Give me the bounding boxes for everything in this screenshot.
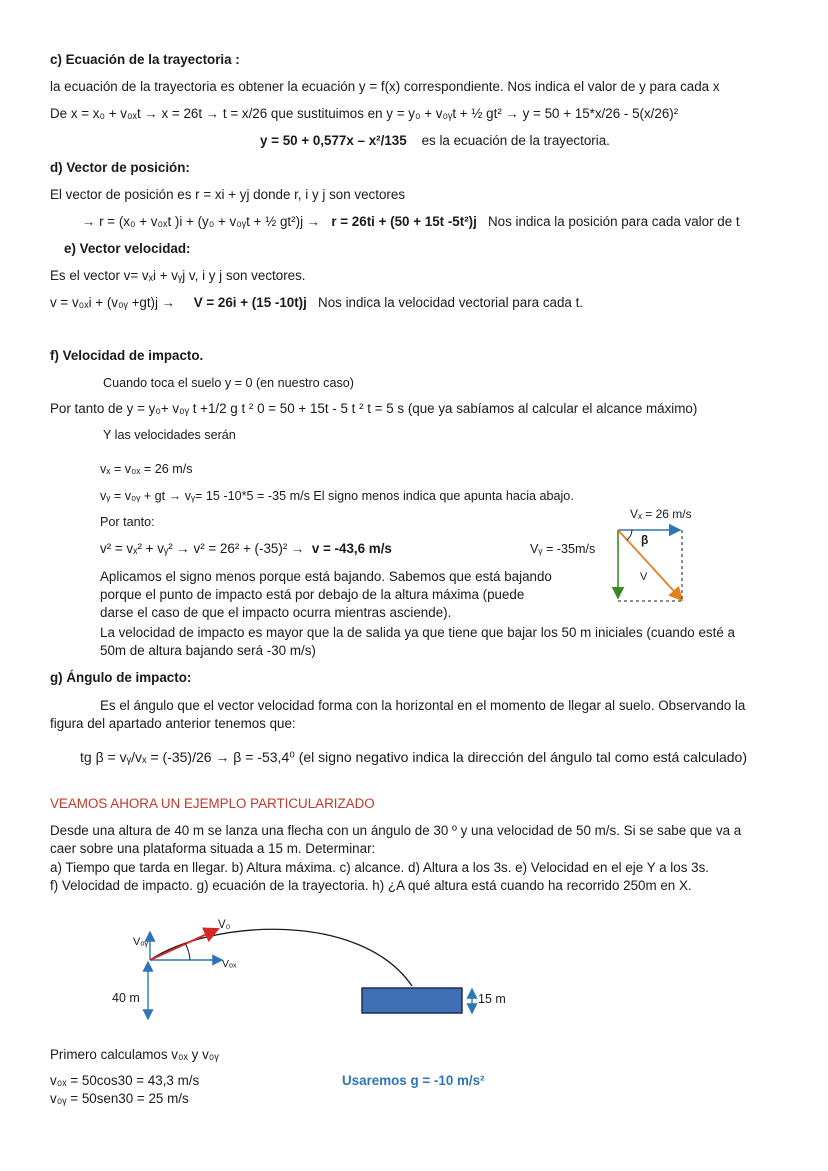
impact-speed-derivation: v² = vₓ² + vᵧ² → v² = 26² + (-35)² → (100, 541, 305, 556)
calc-intro: Primero calculamos v₀ₓ y v₀ᵧ (50, 1047, 219, 1062)
vy-value: vᵧ = v₀ᵧ + gt → vᵧ= 15 -10*5 = -35 m/s El signo menos indica que apunta hacia abajo. (100, 489, 574, 503)
beta-label: β (641, 533, 649, 547)
section-d-line1: El vector de posición es r = xi + yj donde r, i y j son vectores (50, 187, 406, 202)
vx-value: vₓ = v₀ₓ = 26 m/s (100, 462, 193, 476)
example-p3: a) Tiempo que tarda en llegar. b) Altura máxima. c) alcance. d) Altura a los 3s. e) Velocidad en el eje Y a los 3s. (50, 860, 709, 875)
section-f-p5: 50m de altura bajando será -30 m/s) (100, 643, 316, 658)
example-p2: caer sobre una plataforma situada a 15 m. Determinar: (50, 841, 376, 856)
velocity-vector-result: V = 26i + (15 -10t)j (193, 295, 307, 310)
position-vector-row (82, 214, 740, 230)
trajectory-equation-row (260, 133, 610, 149)
section-e-heading: e) Vector velocidad: (64, 241, 191, 256)
example-p4: f) Velocidad de impacto. g) ecuación de la trayectoria. h) ¿A qué altura está cuando ha recorrido 250m en X. (50, 878, 692, 893)
trajectory-equation: y = 50 + 0,577x – x²/135 (260, 133, 407, 148)
velocity-vector-row (50, 295, 583, 311)
v-arrow (618, 530, 682, 600)
section-f-line1: Cuando toca el suelo y = 0 (en nuestro caso) (103, 376, 354, 390)
launch-angle-arc (185, 943, 190, 960)
beta-arc (627, 530, 632, 540)
impact-angle-equation: tg β = vᵧ/vₓ = (-35)/26 → β = -53,4⁰ (el signo negativo indica la dirección del ángulo tal como está calculado) (80, 749, 747, 765)
section-g-p1: Es el ángulo que el vector velocidad forma con la horizontal en el momento de llegar al suelo. Observando la (100, 698, 746, 713)
section-g-heading: g) Ángulo de impacto: (50, 670, 192, 685)
section-f-line3: Y las velocidades serán (103, 428, 236, 442)
voy-calc: v₀ᵧ = 50sen30 = 25 m/s (50, 1091, 189, 1106)
gravity-note: Usaremos g = -10 m/s² (342, 1073, 485, 1088)
vy-fig-label: Vᵧ = -35m/s (530, 542, 596, 556)
voy-label: Vₒᵧ (133, 936, 149, 948)
vox-calc: v₀ₓ = 50cos30 = 43,3 m/s (50, 1073, 200, 1088)
example-p1: Desde una altura de 40 m se lanza una flecha con un ángulo de 30 º y una velocidad de 50 m/s. Si se sabe que va a (50, 823, 742, 838)
vx-label: Vₓ = 26 m/s (630, 507, 692, 521)
section-e-line1: Es el vector v= vₓi + vᵧj v, i y j son vectores. (50, 268, 306, 283)
impact-speed-result: v = -43,6 m/s (311, 541, 392, 556)
trajectory-equation-note: es la ecuación de la trayectoria. (421, 133, 610, 148)
section-f-heading: f) Velocidad de impacto. (50, 348, 204, 363)
section-c-line1: la ecuación de la trayectoria es obtener la ecuación y = f(x) correspondiente. Nos indica el valor de y para cada x (50, 79, 720, 94)
section-f-p1: Aplicamos el signo menos porque está bajando. Sabemos que está bajando (100, 569, 552, 584)
velocity-vector-derivation: v = v₀ₓi + (v₀ᵧ +gt)j → (50, 295, 176, 310)
section-c-heading: c) Ecuación de la trayectoria : (50, 52, 240, 67)
position-vector-derivation: → r = (x₀ + v₀ₓt )i + (y₀ + v₀ᵧt + ½ gt²)j → (82, 214, 321, 229)
projectile-example-diagram (100, 912, 530, 1027)
section-c-line2: De x = x₀ + v₀ₓt → x = 26t → t = x/26 que sustituimos en y = y₀ + v₀ᵧt + ½ gt² → y = 50 + 15*x/26 - 5(x/26)² (50, 106, 679, 121)
example-heading: VEAMOS AHORA UN EJEMPLO PARTICULARIZADO (50, 796, 375, 811)
velocity-vector-note: Nos indica la velocidad vectorial para cada t. (318, 295, 584, 310)
platform (362, 988, 462, 1013)
impact-speed-row (100, 541, 392, 557)
v-label: V (640, 571, 648, 583)
v0-label: V₀ (218, 919, 231, 931)
vox-label: Vₒₓ (222, 958, 237, 970)
position-vector-result: r = 26ti + (50 + 15t -5t²)j (331, 214, 477, 229)
section-f-p2: porque el punto de impacto está por debajo de la altura máxima (puede (100, 587, 525, 602)
por-tanto-label: Por tanto: (100, 515, 155, 529)
section-f-line2: Por tanto de y = y₀+ v₀ᵧ t +1/2 g t ² 0 = 50 + 15t - 5 t ² t = 5 s (que ya sabíamos al calcular el alcance máximo) (50, 401, 698, 416)
section-d-heading: d) Vector de posición: (50, 160, 190, 175)
height-15m-label: 15 m (478, 992, 506, 1006)
height-40m-label: 40 m (112, 991, 140, 1005)
section-f-p4: La velocidad de impacto es mayor que la de salida ya que tiene que bajar los 50 m iniciales (cuando esté a (100, 625, 735, 640)
position-vector-note: Nos indica la posición para cada valor de t (488, 214, 740, 229)
v0-arrow (150, 929, 218, 960)
section-f-p3: darse el caso de que el impacto ocurra mientras asciende). (100, 605, 452, 620)
section-g-p2: figura del apartado anterior tenemos que: (50, 716, 296, 731)
